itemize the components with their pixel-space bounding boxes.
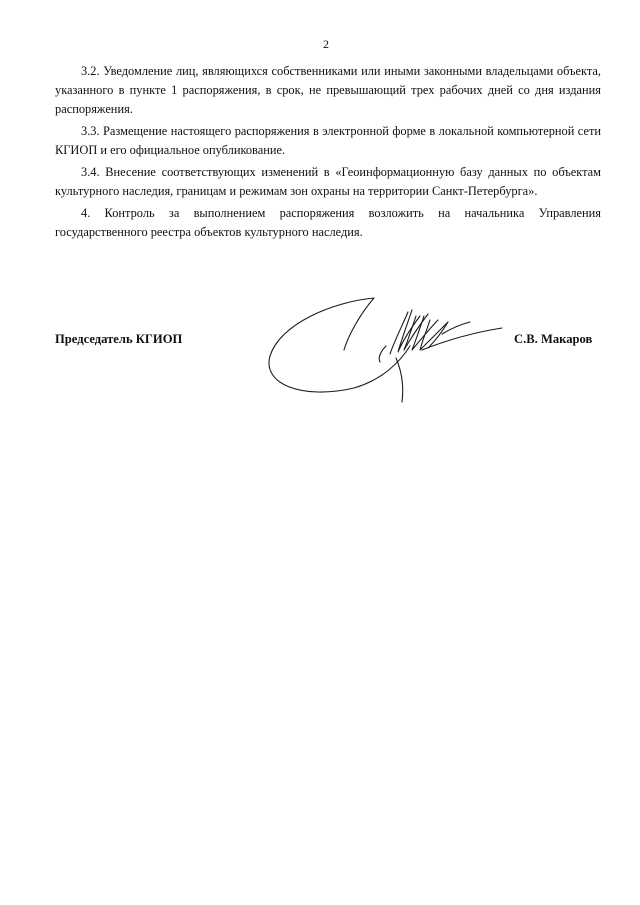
paragraph-4: 4. Контроль за выполнением распоряжения возложить на начальника Управления государственного реестра объектов культурного наследия. [55,206,601,239]
document-body [55,62,601,245]
signatory-name: С.В. Макаров [514,332,593,346]
handwritten-signature [262,292,512,404]
page-number: 2 [323,37,329,51]
paragraph-3-3: 3.3. Размещение настоящего распоряжения в электронной форме в локальной компьютерной сети КГИОП и его официальное опубликование. [55,124,601,157]
paragraph-3-4: 3.4. Внесение соответствующих изменений в «Геоинформационную базу данных по объектам культурного наследия, границам и режимам зон охраны на территории Санкт-Петербурга». [55,165,601,198]
signatory-position: Председатель КГИОП [55,332,183,346]
paragraph-3-2: 3.2. Уведомление лиц, являющихся собственниками или иными законными владельцами объекта, указанного в пункте 1 распоряжения, в срок, не превышающий трех рабочих дней со дня издания распоряжения. [55,64,601,116]
